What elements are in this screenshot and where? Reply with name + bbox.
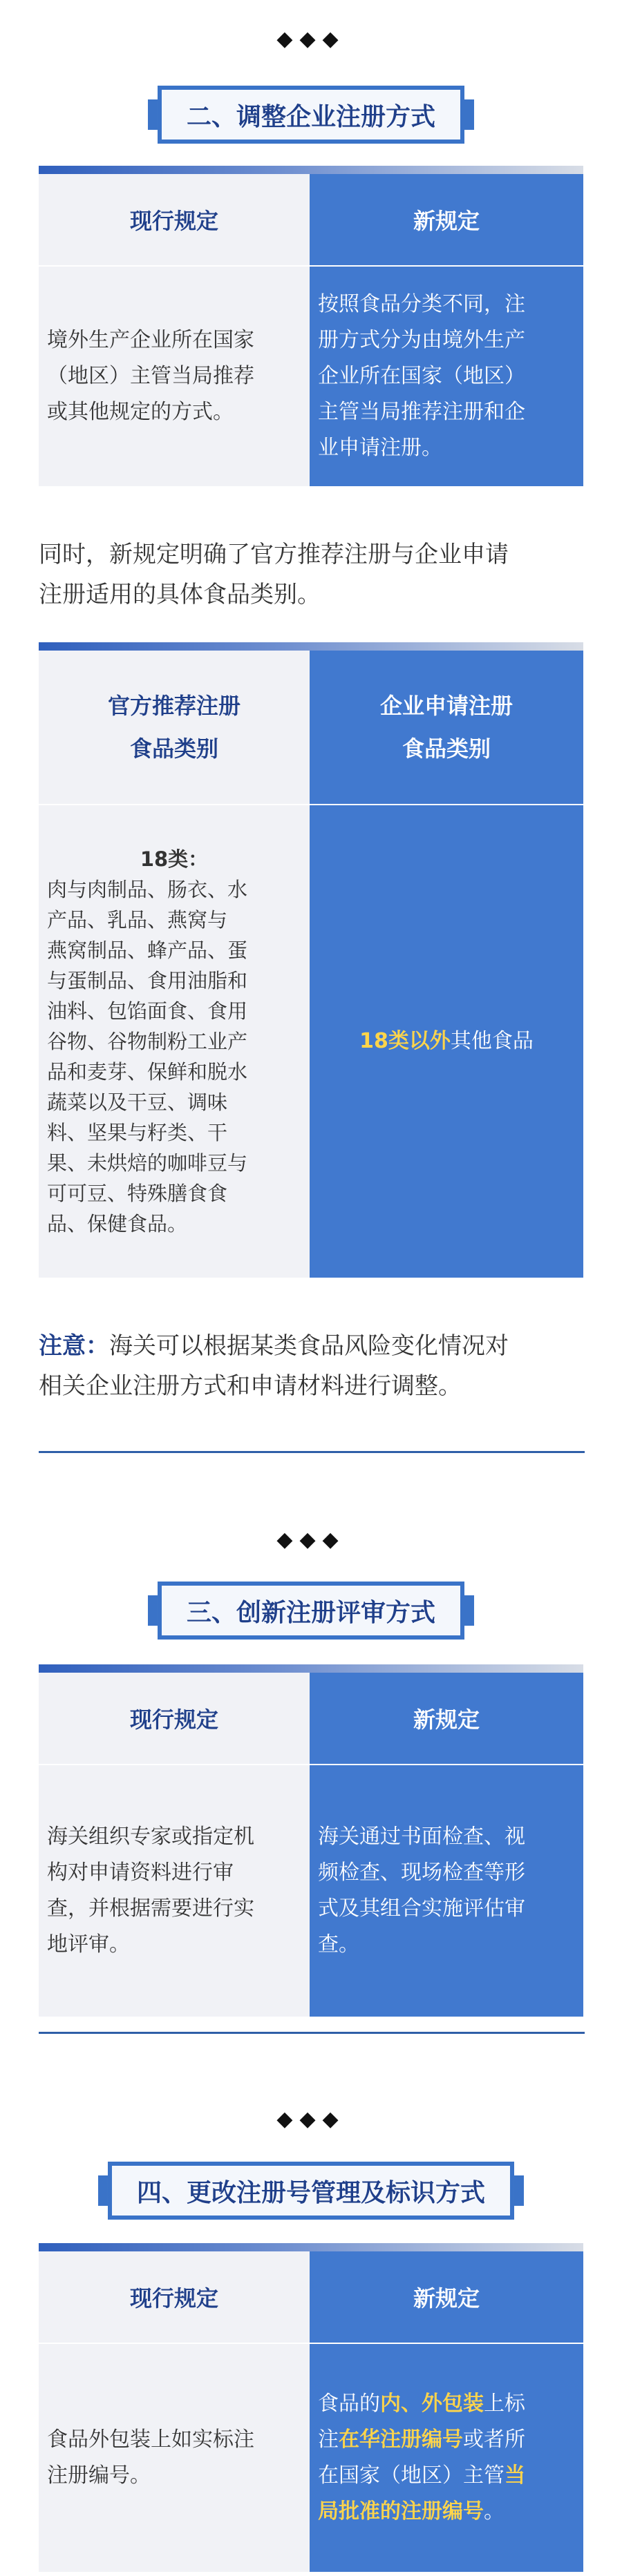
cell-new-rule: 海关通过书面检查、视 频检查、现场检查等形 式及其组合实施评估审 查。 — [310, 1765, 583, 2017]
note-paragraph: 注意：海关可以根据某类食品风险变化情况对 相关企业注册方式和申请材料进行调整。 — [39, 1332, 509, 1400]
cell-other-foods: 18类以外其他食品 — [310, 805, 583, 1278]
cell-new-rule: 食品的内、外包装上标 注在华注册编号或者所 在国家（地区）主管当 局批准的注册编号。 — [310, 2344, 583, 2572]
section-title-text: 二、调整企业注册方式 — [158, 86, 464, 144]
comparison-table-review-method — [39, 1664, 583, 2017]
divider-line — [39, 2032, 585, 2034]
section-divider-diamonds: ◆◆◆ — [276, 27, 346, 51]
cell-current-rule: 食品外包装上如实标注 注册编号。 — [39, 2344, 310, 2572]
header-current-rule: 现行规定 — [39, 2251, 310, 2344]
cell-18-categories-title: 18类： — [140, 847, 209, 871]
cell-new-rule: 按照食品分类不同，注 册方式分为由境外生产 企业所在国家（地区） 主管当局推荐注册和企 业申请注册。 — [310, 267, 583, 486]
comparison-table-registration-number — [39, 2243, 583, 2572]
header-new-rule: 新规定 — [310, 174, 583, 267]
note-label: 注意： — [39, 1332, 109, 1360]
section-title-2 — [158, 86, 464, 144]
header-new-rule: 新规定 — [310, 2251, 583, 2344]
comparison-table-registration-method — [39, 166, 583, 486]
section-title-4 — [108, 2162, 514, 2220]
section-title-text: 三、创新注册评审方式 — [158, 1582, 464, 1640]
header-enterprise-apply: 企业申请注册 食品类别 — [310, 651, 583, 805]
cell-current-rule: 海关组织专家或指定机 构对申请资料进行审 查，并根据需要进行实 地评审。 — [39, 1765, 310, 2017]
header-current-rule: 现行规定 — [39, 1673, 310, 1765]
cell-current-rule: 境外生产企业所在国家 （地区）主管当局推荐 或其他规定的方式。 — [39, 267, 310, 486]
intro-paragraph: 同时，新规定明确了官方推荐注册与企业申请 注册适用的具体食品类别。 — [39, 541, 509, 608]
header-new-rule: 新规定 — [310, 1673, 583, 1765]
section-divider-diamonds: ◆◆◆ — [276, 1528, 346, 1552]
food-category-table — [39, 642, 583, 1278]
cell-18-categories: 18类： 肉与肉制品、肠衣、水 产品、乳品、燕窝与 燕窝制品、蜂产品、蛋 与蛋制品、食用油脂和 油料、包馅面食、食用 谷物、谷物制粉工业产 品和麦芽、保鲜和脱水 蔬菜以及干豆、调味 料、坚果与籽类、干 果、未烘焙的咖啡豆与 可可豆、特殊膳食食 品、保健食品。 — [39, 805, 310, 1278]
divider-line — [39, 1451, 585, 1453]
section-title-text: 四、更改注册号管理及标识方式 — [108, 2162, 514, 2220]
header-official-recommend: 官方推荐注册 食品类别 — [39, 651, 310, 805]
highlight-outside-18: 18类以外 — [359, 1029, 451, 1053]
header-current-rule: 现行规定 — [39, 174, 310, 267]
section-title-3 — [158, 1582, 464, 1640]
section-divider-diamonds: ◆◆◆ — [276, 2107, 346, 2131]
